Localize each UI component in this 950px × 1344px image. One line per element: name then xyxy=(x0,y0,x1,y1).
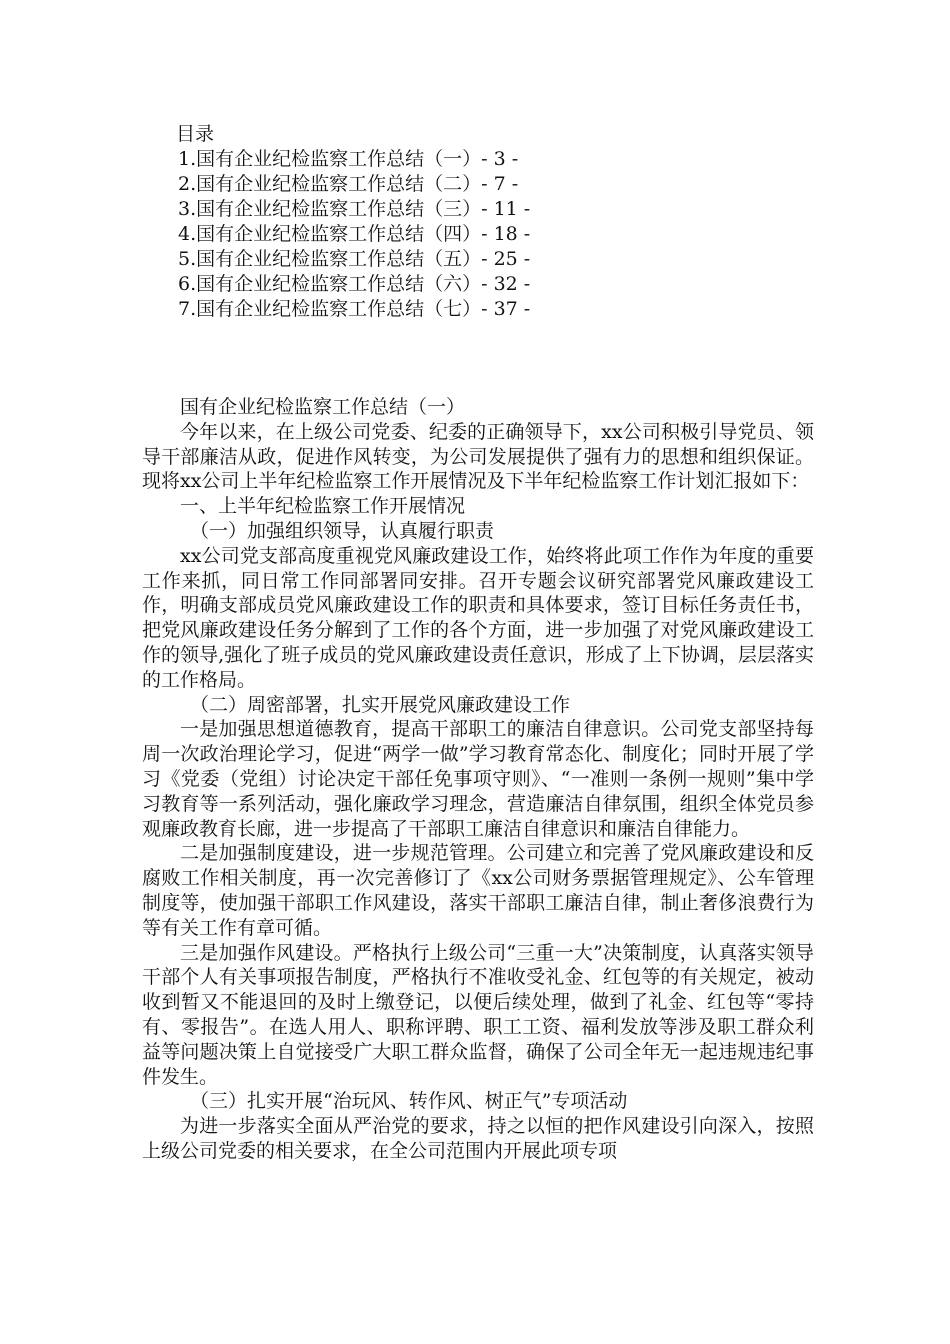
subsection-heading: （三）扎实开展“治玩风、转作风、树正气”专项活动 xyxy=(190,1090,628,1113)
toc-item[interactable]: 5.国有企业纪检监察工作总结（五）- 25 - xyxy=(178,248,531,270)
paragraph: 为进一步落实全面从严治党的要求，持之以恒的把作风建设引向深入，按照上级公司党委的相关要求，在全公司范围内开展此项专项 xyxy=(142,1115,814,1162)
toc-item[interactable]: 2.国有企业纪检监察工作总结（二）- 7 - xyxy=(178,173,519,195)
paragraph: 一是加强思想道德教育，提高干部职工的廉洁自律意识。公司党支部坚持每周一次政治理论学习，促进“两学一做”学习教育常态化、制度化；同时开展了学习《党委（党组）讨论决定干部任免事项守则》、“一准则一条例一规则”集中学习教育等一系列活动，强化廉政学习理念，营造廉洁自律氛围，组织全体党员参观廉政教育长廊，进一步提高了干部职工廉洁自律意识和廉洁自律能力。 xyxy=(142,718,814,840)
toc-title: 目录 xyxy=(176,123,215,145)
toc-item[interactable]: 7.国有企业纪检监察工作总结（七）- 37 - xyxy=(178,298,531,320)
article-body xyxy=(142,395,814,1164)
subsection-heading: （二）周密部署，扎实开展党风廉政建设工作 xyxy=(190,693,571,716)
paragraph: 三是加强作风建设。严格执行上级公司“三重一大”决策制度，认真落实领导干部个人有关事项报告制度，严格执行不准收受礼金、红包等的有关规定，被动收到暂又不能退回的及时上缴登记，以便后续处理，做到了礼金、红包等“零持有、零报告”。在选人用人、职称评聘、职工工资、福利发放等涉及职工群众利益等问题决策上自觉接受广大职工群众监督，确保了公司全年无一起违规违纪事件发生。 xyxy=(142,941,814,1088)
article-title: 国有企业纪检监察工作总结（一） xyxy=(180,396,466,418)
toc-item[interactable]: 1.国有企业纪检监察工作总结（一）- 3 - xyxy=(178,148,519,170)
toc-item[interactable]: 4.国有企业纪检监察工作总结（四）- 18 - xyxy=(178,223,531,245)
toc-item[interactable]: 6.国有企业纪检监察工作总结（六）- 32 - xyxy=(178,273,531,295)
paragraph: xx公司党支部高度重视党风廉政建设工作，始终将此项工作作为年度的重要工作来抓，同日常工作同部署同安排。召开专题会议研究部署党风廉政建设工作，明确支部成员党风廉政建设工作的职责和具体要求，签订目标任务责任书，把党风廉政建设任务分解到了工作的各个方面，进一步加强了对党风廉政建设工作的领导,强化了班子成员的党风廉政建设责任意识，形成了上下协调，层层落实的工作格局。 xyxy=(142,544,814,691)
toc-item[interactable]: 3.国有企业纪检监察工作总结（三）- 11 - xyxy=(178,198,531,220)
table-of-contents xyxy=(176,122,796,322)
section-heading: 一、上半年纪检监察工作开展情况 xyxy=(180,495,466,518)
paragraph: 二是加强制度建设，进一步规范管理。公司建立和完善了党风廉政建设和反腐败工作相关制度，再一次完善修订了《xx公司财务票据管理规定》、公车管理制度等，使加强干部职工作风建设，落实干部职工廉洁自律，制止奢侈浪费行为等有关工作有章可循。 xyxy=(142,842,814,939)
subsection-heading: （一）加强组织领导，认真履行职责 xyxy=(190,519,495,542)
paragraph-intro: 今年以来，在上级公司党委、纪委的正确领导下，xx公司积极引导党员、领导干部廉洁从政，促进作风转变，为公司发展提供了强有力的思想和组织保证。现将xx公司上半年纪检监察工作开展情况及下半年纪检监察工作计划汇报如下： xyxy=(142,420,814,493)
